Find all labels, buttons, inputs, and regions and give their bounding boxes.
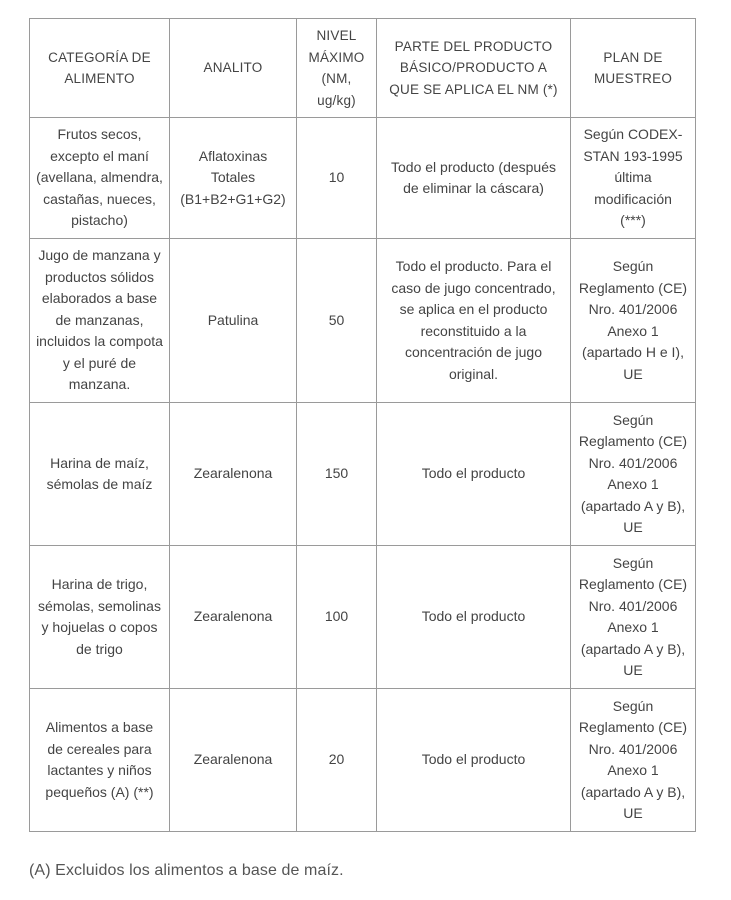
- cell-plan: Según CODEX-STAN 193-1995 última modificación (***): [571, 118, 696, 239]
- cell-categoria: Jugo de manzana y productos sólidos elaborados a base de manzanas, incluidos la compota y el puré de manzana.: [30, 239, 170, 403]
- table-row: [30, 689, 696, 832]
- header-analito: ANALITO: [170, 19, 297, 118]
- cell-categoria: Alimentos a base de cereales para lactantes y niños pequeños (A) (**): [30, 689, 170, 832]
- cell-categoria: Frutos secos, excepto el maní (avellana, almendra, castañas, nueces, pistacho): [30, 118, 170, 239]
- cell-analito: Aflatoxinas Totales (B1+B2+G1+G2): [170, 118, 297, 239]
- cell-nivel: 100: [297, 546, 377, 689]
- cell-analito: Patulina: [170, 239, 297, 403]
- cell-categoria: Harina de trigo, sémolas, semolinas y hojuelas o copos de trigo: [30, 546, 170, 689]
- table-row: [30, 546, 696, 689]
- header-categoria: CATEGORÍA DE ALIMENTO: [30, 19, 170, 118]
- header-nivel-maximo: NIVEL MÁXIMO (NM, ug/kg): [297, 19, 377, 118]
- cell-plan: Según Reglamento (CE) Nro. 401/2006 Anexo 1 (apartado H e I), UE: [571, 239, 696, 403]
- cell-parte: Todo el producto: [377, 546, 571, 689]
- footnote: (A) Excluidos los alimentos a base de maíz.: [29, 862, 344, 879]
- mycotoxin-limits-table: [29, 18, 696, 832]
- cell-nivel: 20: [297, 689, 377, 832]
- table-row: [30, 118, 696, 239]
- header-parte-producto: PARTE DEL PRODUCTO BÁSICO/PRODUCTO A QUE SE APLICA EL NM (*): [377, 19, 571, 118]
- cell-plan: Según Reglamento (CE) Nro. 401/2006 Anexo 1 (apartado A y B), UE: [571, 689, 696, 832]
- cell-categoria: Harina de maíz, sémolas de maíz: [30, 403, 170, 546]
- cell-plan: Según Reglamento (CE) Nro. 401/2006 Anexo 1 (apartado A y B), UE: [571, 403, 696, 546]
- cell-analito: Zearalenona: [170, 689, 297, 832]
- cell-analito: Zearalenona: [170, 403, 297, 546]
- header-plan-muestreo: PLAN DE MUESTREO: [571, 19, 696, 118]
- cell-plan: Según Reglamento (CE) Nro. 401/2006 Anexo 1 (apartado A y B), UE: [571, 546, 696, 689]
- cell-parte: Todo el producto. Para el caso de jugo concentrado, se aplica en el producto reconstituido a la concentración de jugo original.: [377, 239, 571, 403]
- cell-analito: Zearalenona: [170, 546, 297, 689]
- table-row: [30, 403, 696, 546]
- cell-nivel: 150: [297, 403, 377, 546]
- table-header-row: [30, 19, 696, 118]
- cell-parte: Todo el producto (después de eliminar la cáscara): [377, 118, 571, 239]
- cell-parte: Todo el producto: [377, 689, 571, 832]
- table-row: [30, 239, 696, 403]
- cell-parte: Todo el producto: [377, 403, 571, 546]
- cell-nivel: 50: [297, 239, 377, 403]
- cell-nivel: 10: [297, 118, 377, 239]
